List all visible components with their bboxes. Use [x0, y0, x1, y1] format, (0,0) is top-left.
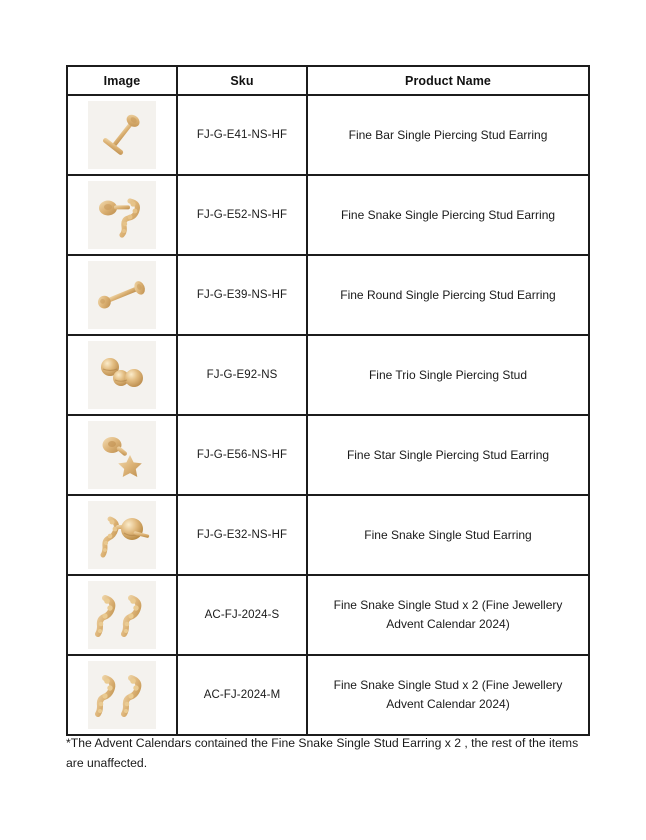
- product-name: Fine Bar Single Piercing Stud Earring: [307, 95, 589, 175]
- column-header-image: Image: [67, 66, 177, 95]
- product-table: [66, 65, 590, 736]
- product-name: Fine Snake Single Piercing Stud Earring: [307, 175, 589, 255]
- column-header-product-name: Product Name: [307, 66, 589, 95]
- product-name: Fine Trio Single Piercing Stud: [307, 335, 589, 415]
- trio-beads-icon: [88, 341, 156, 409]
- product-image-cell: [67, 95, 177, 175]
- product-sku: AC-FJ-2024-S: [177, 575, 307, 655]
- product-image-cell: [67, 495, 177, 575]
- table-header: [67, 66, 589, 95]
- snake-pair-icon: [88, 661, 156, 729]
- product-image-cell: [67, 655, 177, 735]
- snake-stud-icon: [88, 181, 156, 249]
- round-bar-stud-icon: [88, 261, 156, 329]
- table-row: [67, 415, 589, 495]
- table-row: [67, 95, 589, 175]
- snake-pair-icon: [88, 581, 156, 649]
- product-name: Fine Round Single Piercing Stud Earring: [307, 255, 589, 335]
- table-row: [67, 175, 589, 255]
- snake-post-stud-icon: [88, 501, 156, 569]
- table-row: [67, 255, 589, 335]
- star-stud-icon: [88, 421, 156, 489]
- product-image-cell: [67, 335, 177, 415]
- product-name: Fine Snake Single Stud x 2 (Fine Jewellery Advent Calendar 2024): [307, 575, 589, 655]
- table-header-row: [67, 66, 589, 95]
- product-image-cell: [67, 255, 177, 335]
- product-sku: FJ-G-E56-NS-HF: [177, 415, 307, 495]
- table-row: [67, 655, 589, 735]
- column-header-sku: Sku: [177, 66, 307, 95]
- product-sku: FJ-G-E39-NS-HF: [177, 255, 307, 335]
- product-sku: FJ-G-E92-NS: [177, 335, 307, 415]
- product-name: Fine Star Single Piercing Stud Earring: [307, 415, 589, 495]
- product-name: Fine Snake Single Stud Earring: [307, 495, 589, 575]
- product-image-cell: [67, 575, 177, 655]
- bar-stud-icon: [88, 101, 156, 169]
- product-name: Fine Snake Single Stud x 2 (Fine Jewellery Advent Calendar 2024): [307, 655, 589, 735]
- table-row: [67, 495, 589, 575]
- product-image-cell: [67, 415, 177, 495]
- table-body: [67, 95, 589, 735]
- product-image-cell: [67, 175, 177, 255]
- footnote-text: *The Advent Calendars contained the Fine Snake Single Stud Earring x 2 , the rest of the items are unaffected.: [66, 736, 579, 771]
- product-sku: FJ-G-E32-NS-HF: [177, 495, 307, 575]
- product-sku: FJ-G-E52-NS-HF: [177, 175, 307, 255]
- table-row: [67, 575, 589, 655]
- table-row: [67, 335, 589, 415]
- product-sku: FJ-G-E41-NS-HF: [177, 95, 307, 175]
- product-sku: AC-FJ-2024-M: [177, 655, 307, 735]
